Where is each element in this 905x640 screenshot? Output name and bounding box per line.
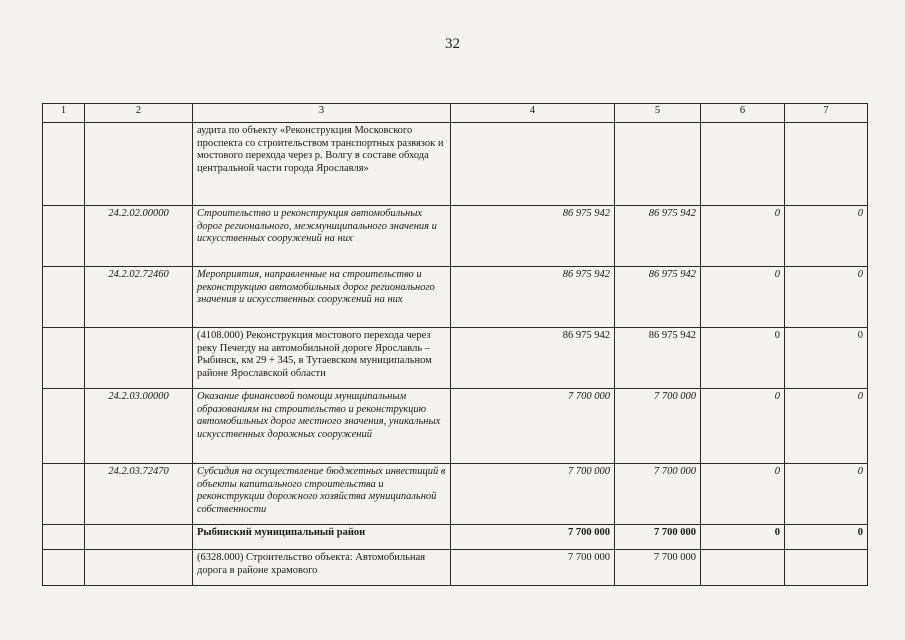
row-code: 24.2.03.72470 <box>85 464 193 525</box>
value-col-6: 0 <box>701 464 785 525</box>
table-row <box>43 389 868 464</box>
row-name: Субсидия на осуществление бюджетных инвестиций в объекты капитального строительства и реконструкции дорожного хозяйства муниципальной собственности <box>193 464 451 525</box>
row-index-cell <box>43 267 85 328</box>
value-col-5: 7 700 000 <box>615 550 701 586</box>
value-col-4 <box>451 123 615 206</box>
value-col-7: 0 <box>785 525 868 550</box>
table-row <box>43 464 868 525</box>
column-header: 6 <box>701 104 785 123</box>
row-code <box>85 550 193 586</box>
row-name: аудита по объекту «Реконструкция Московского проспекта со строительством транспортных развязок и мостового перехода через р. Волгу в составе обхода центральной части города Ярославля» <box>193 123 451 206</box>
row-code <box>85 123 193 206</box>
row-code <box>85 525 193 550</box>
row-code: 24.2.03.00000 <box>85 389 193 464</box>
value-col-7: 0 <box>785 389 868 464</box>
value-col-7 <box>785 123 868 206</box>
table-row <box>43 206 868 267</box>
row-name: Строительство и реконструкция автомобильных дорог регионального, межмуниципального значения и искусственных сооружений на них <box>193 206 451 267</box>
value-col-4: 86 975 942 <box>451 206 615 267</box>
value-col-6: 0 <box>701 525 785 550</box>
value-col-7: 0 <box>785 206 868 267</box>
value-col-6: 0 <box>701 389 785 464</box>
page-number: 32 <box>445 36 460 52</box>
value-col-6: 0 <box>701 267 785 328</box>
value-col-7: 0 <box>785 267 868 328</box>
value-col-7 <box>785 550 868 586</box>
row-index-cell <box>43 464 85 525</box>
value-col-5: 86 975 942 <box>615 267 701 328</box>
table-row <box>43 328 868 389</box>
row-code <box>85 328 193 389</box>
value-col-5: 7 700 000 <box>615 389 701 464</box>
row-index-cell <box>43 525 85 550</box>
row-name: Рыбинский муниципальный район <box>193 525 451 550</box>
value-col-4: 7 700 000 <box>451 464 615 525</box>
row-index-cell <box>43 328 85 389</box>
value-col-6 <box>701 123 785 206</box>
row-name: (4108.000) Реконструкция мостового перехода через реку Печегду на автомобильной дороге Ярославль – Рыбинск, км 29 + 345, в Тутаевском муниципальном районе Ярославской области <box>193 328 451 389</box>
table-row <box>43 525 868 550</box>
value-col-6: 0 <box>701 206 785 267</box>
value-col-4: 7 700 000 <box>451 525 615 550</box>
value-col-5 <box>615 123 701 206</box>
value-col-6 <box>701 550 785 586</box>
table-row <box>43 123 868 206</box>
column-header: 1 <box>43 104 85 123</box>
table-row <box>43 267 868 328</box>
row-code: 24.2.02.00000 <box>85 206 193 267</box>
value-col-7: 0 <box>785 328 868 389</box>
column-header: 5 <box>615 104 701 123</box>
value-col-4: 86 975 942 <box>451 267 615 328</box>
column-header: 4 <box>451 104 615 123</box>
row-code: 24.2.02.72460 <box>85 267 193 328</box>
budget-table <box>42 103 868 586</box>
row-name: Мероприятия, направленные на строительство и реконструкцию автомобильных дорог регионального значения и искусственных сооружений на них <box>193 267 451 328</box>
column-number-row <box>43 104 868 123</box>
value-col-6: 0 <box>701 328 785 389</box>
row-name: Оказание финансовой помощи муниципальным образованиям на строительство и реконструкцию автомобильных дорог местного значения, уникальных искусственных дорожных сооружений <box>193 389 451 464</box>
column-header: 7 <box>785 104 868 123</box>
column-header: 2 <box>85 104 193 123</box>
row-index-cell <box>43 123 85 206</box>
row-name: (6328.000) Строительство объекта: Автомобильная дорога в районе храмового <box>193 550 451 586</box>
column-header: 3 <box>193 104 451 123</box>
row-index-cell <box>43 550 85 586</box>
value-col-4: 7 700 000 <box>451 389 615 464</box>
value-col-4: 86 975 942 <box>451 328 615 389</box>
table-row <box>43 550 868 586</box>
value-col-7: 0 <box>785 464 868 525</box>
row-index-cell <box>43 389 85 464</box>
value-col-5: 7 700 000 <box>615 464 701 525</box>
value-col-4: 7 700 000 <box>451 550 615 586</box>
value-col-5: 86 975 942 <box>615 206 701 267</box>
value-col-5: 7 700 000 <box>615 525 701 550</box>
row-index-cell <box>43 206 85 267</box>
value-col-5: 86 975 942 <box>615 328 701 389</box>
